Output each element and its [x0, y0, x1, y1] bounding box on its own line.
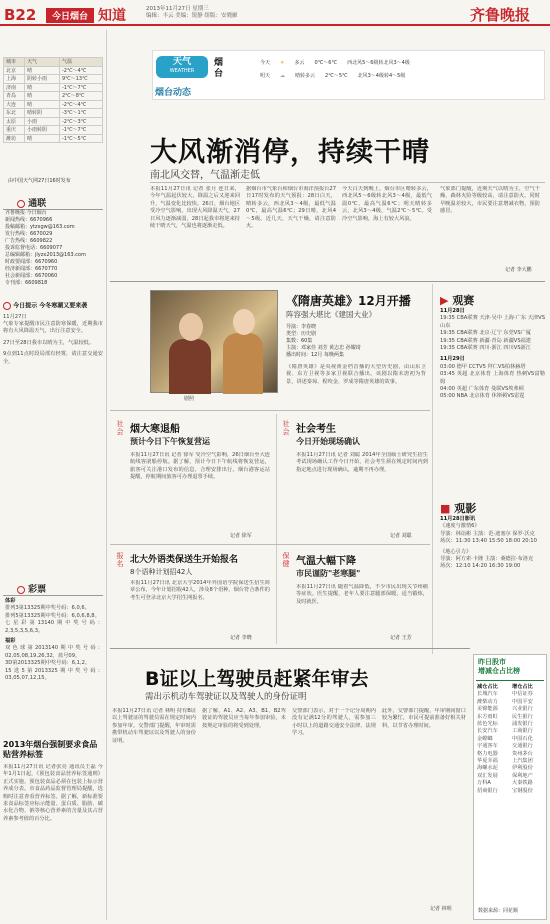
- license-col-2: 据了解，A1、A2、A3、B1、B2驾驶证的驾驶员应当每年参加审验，未按规定审验的将受到处理。: [202, 708, 286, 729]
- health-byline: 记者 王芳: [390, 635, 412, 641]
- tips-title: 今日提示 今冬寒潮又要来袭: [3, 302, 103, 311]
- notice-list: 齐鲁晚报·今日烟台 新闻热线：6670966 投稿邮箱：ytzxgw@163.com 发行热线：6670029 广告热线：6609822 投诉监督电话：6609077 总编辑邮箱：jlyzx2013@163.com 时政要闻部：6670960 经济新闻部：6670770 社会新闻部：6670060 专刊部：6609818: [5, 210, 86, 286]
- main-col-1: 本报11月27日讯 记者 张月 连日来，今年气温起伏较大，降温之后又迎来回升，气温变化比较快。26日，烟台地区受冷空气影响，出现大风降温天气，27日风力逐渐减弱，28日起我市将迎来持续干晴天气，气温也将逐渐走低。: [150, 186, 240, 230]
- weather-source: 由中国天气网27日16时发布: [8, 178, 71, 184]
- table-row: 重庆 小雨转阴 -1℃～7℃: [4, 126, 103, 135]
- drama-photo: [150, 290, 278, 393]
- table-row: 大连 晴 -2℃～4℃: [4, 100, 103, 109]
- newspaper-logo: 齐鲁晚报: [470, 6, 531, 24]
- stock-source: 数据来源：同花顺: [478, 908, 519, 914]
- drama-headline: 《隋唐英雄》12月开播: [286, 294, 411, 308]
- circle-icon: [17, 586, 25, 594]
- drama-body: 《隋唐英雄》是央视黄金档首播的大型历史剧，由山东卫视、东方卫视等多家卫视联合播出。该剧以隋末唐初为背景，讲述秦琼、程咬金、罗成等隋唐英雄的故事。: [286, 364, 426, 385]
- table-row: 济南 晴 -1℃～7℃: [4, 83, 103, 92]
- story-label: 保健: [282, 552, 290, 568]
- drama-subhead: 阵容强大堪比《建国大业》: [286, 310, 376, 319]
- tips-box: [3, 302, 103, 366]
- notice-title: 通联: [3, 196, 103, 210]
- tips-text: 11月27日 气象专家提醒市民注意防寒保暖，近期我市将有大风降温天气，出行注意安全。 27日至28日我市以晴为主，气温较低。 9点到11点时段局部有轻雾，请注意交通安全。: [3, 313, 103, 365]
- license-byline: 记者 林明: [430, 906, 452, 912]
- ferry-headline: 烟大寒退船: [130, 424, 180, 435]
- lottery-title: 彩票: [3, 582, 103, 596]
- exam-body: 本报11月27日讯 记者 刘聪 2014年全国硕士研究生招生考试现场确认工作今日开始，社会考生须在规定时间内到指定地点进行现场确认，逾期不再办理。: [296, 452, 428, 473]
- health-body: 本报11月27日讯 随着气温降低，不少市民出现关节疼痛等症状。医生提醒，老年人要注意腿部保暖，适当锻炼，及时就医。: [296, 584, 428, 605]
- ferry-body: 本报11月27日讯 记者 徐军 受冷空气影响，26日烟台至大连航线客滚船停航。据了解，预计今日下午航线将恢复营运，旅客可关注港口发布的信息，合理安排出行。烟台港客运站提醒，停航期间旅客可办理退票手续。: [130, 452, 270, 481]
- main-col-2: 据烟台市气象台和烟台市海洋预报台27日17时发布的天气预报：28日白天，晴转多云，西北风3～4级，最低气温0℃，最高气温6℃；29日晴，北风4～5级。近几天，天气干燥，请注意防火。: [246, 186, 336, 230]
- page-number: B22: [4, 6, 37, 24]
- table-row: 上海 阴转小雨 9℃～13℃: [4, 75, 103, 84]
- health-subhead: 市民谨防"老寒腿": [296, 569, 361, 578]
- exam-byline: 记者 刘聪: [390, 533, 412, 539]
- film-icon: ■: [440, 502, 451, 515]
- stock-right-list: 增仓占比 中信证券 中国平安 兴业银行 民生银行 浦发银行 工商银行 中国石化 交通银行 贵州茅台 上汽集团 伊利股份 保利地产 大秦铁路 宝钢股份: [512, 684, 533, 794]
- health-headline: 气温大幅下降: [296, 556, 356, 567]
- story-label: 社会: [282, 420, 290, 436]
- pku-subhead: 8个语种计划招42人: [130, 568, 193, 576]
- food-body: 本报11月27日讯 记者张亮 通讯员王磊 今年1月1日起，《预包装食品营养标签通则》正式实施，预包装食品必须在包装上标示营养成分表。市食品药品监督管理局提醒，选购时注意查看营养标签。据了解，新标准要求食品标签应标示能量、蛋白质、脂肪、碳水化合物、钠等核心营养素的含量及其占营养素参考值的百分比。: [3, 764, 103, 822]
- section-label: 今日烟台: [46, 8, 94, 23]
- table-row: 东北 晴转阴 -3℃～1℃: [4, 109, 103, 118]
- main-col-4: 气象部门提醒，近期天气以晴为主，空气干燥，森林火险等级较高，请注意防火。同时早晚温差较大，市民要注意增减衣物，预防感冒。: [440, 186, 540, 215]
- license-headline: B证以上驾驶员赶紧年审去: [145, 668, 369, 690]
- table-header-row: 城市 天气 气温: [4, 58, 103, 67]
- movies-title: ■ 观影: [440, 502, 477, 515]
- main-byline: 记者 李大鹏: [505, 267, 532, 273]
- sub-section-tag: 烟台动态: [155, 88, 192, 98]
- stock-box-title: 昨日股市 增减仓占比榜: [478, 658, 520, 675]
- circle-icon: [3, 302, 11, 310]
- license-col-4: 此外，交警部门提醒，年审期间窗口较为繁忙，市民可提前准备好相关材料，以节省办理时间。: [382, 708, 466, 729]
- date-line: 2013年11月27日 星期三 编辑：丰云 美编：锐静 组版：安晓雁: [146, 6, 238, 19]
- column-divider: [106, 30, 107, 920]
- weather-forecast: 今天 ☀ 多云 0℃～6℃ 西北风5～6级转北风3～4级 明天 ☁ 晴转多云 2℃～5℃ 北风3～4级转4～5级: [260, 60, 410, 79]
- food-headline: 2013年烟台强制要求食品贴营养标签: [3, 740, 98, 759]
- ferry-byline: 记者 徐军: [230, 533, 252, 539]
- tv-schedule-list: 11月28日 19:35 CBA联赛 天津·吴中 上海·广东 天津VS山东 19:35 CBA联赛 北京·辽宁 东莞VS广厦 19:35 CBA联赛 新疆·青岛 新疆VS福建 19:35 CBA联赛 四川·浙江 四川VS浙江 11月29日 03:00 德甲 CCTV5 拜仁VS柏林赫塔 03:45 英超 北京体育 上海体育 热刺VS富勒姆 04:00 英超 广东体育 曼联VS埃弗顿 05:00 NBA 北京体育 休斯顿VS雷霆: [440, 308, 545, 400]
- ferry-subhead: 预计今日下午恢复营运: [130, 437, 210, 446]
- movies-list: 11月28日影讯 《速度与激情6》 导演：林诣彬 主演：范·迪塞尔 保罗·沃克 场次：11:30 13:40 15:50 18:00 20:10 《地心引力》 导演：阿方索·卡隆 主演：桑德拉·布洛克 场次：12:10 14:20 16:30 19:00: [440, 516, 537, 570]
- weather-badge: 天气 WEATHER: [156, 56, 208, 78]
- tv-schedule-title: ▶ 观赛: [440, 294, 475, 307]
- sun-icon: ☀: [280, 60, 285, 66]
- license-col-1: 本报11月27日讯 记者 林明 持有B证以上驾驶证的驾驶员需在规定时间内参加年审。交警部门提醒，年审时需携带机动车驾驶证以及驾驶人的身份证明。: [112, 708, 196, 744]
- table-row: 青岛 晴 2℃～8℃: [4, 92, 103, 101]
- food-story: [3, 740, 103, 894]
- main-headline: 大风渐消停，持续干晴: [150, 137, 430, 168]
- section-sub-label: 知道: [98, 8, 126, 24]
- main-col-3: 今天白天到晚上，烟台市区晴转多云，西北风5～6级转北风3～4级，最低气温0℃，最高气温6℃；明天晴转多云，北风3～4级，气温2℃～5℃。受冷空气影响，海上有较大风浪。: [342, 186, 432, 222]
- drama-credits: 导演：李春晓 类型：历史剧 集数：60集 主演：邓家佳 刘芳 黄志忠 孙耀琦 播出时间：12月 每晚两集: [286, 324, 361, 358]
- exam-headline: 社会考生: [296, 424, 336, 435]
- pku-body: 本报11月27日讯 北京大学2014年外国语学院保送生招生简章公布，今年计划招收42人，涉及8个语种。烟台符合条件的考生可登录北京大学招生网报名。: [130, 580, 270, 601]
- lottery-list: 体彩 排列3第13325期中奖号码：6,0,6。 排列5第13325期中奖号码：6,0,6,8,8。 七星彩第13140期中奖号码：2,3,5,3,5,6,3。 福彩 双色球第2013140期中奖号码：02,05,08,19,26,32，蓝号09。 3D第2013325期中奖号码：6,1,2。 15选5第2013325期中奖号码：03,05,07,12,15。: [5, 598, 103, 682]
- story-label: 社会: [116, 420, 124, 436]
- tv-icon: ▶: [440, 294, 449, 307]
- weather-region: 烟台: [214, 58, 224, 79]
- table-row: 太原 小雨 -2℃～3℃: [4, 117, 103, 126]
- table-row: 北京 晴 -2℃～4℃: [4, 66, 103, 75]
- story-label: 报名: [116, 552, 124, 568]
- table-row: 潍坊 晴 -1℃～5℃: [4, 134, 103, 143]
- license-col-3: 交警部门表示，对于一个记分周期内没有记满12分的驾驶人，需参加三小时以上的道路交通安全法律、法规学习。: [292, 708, 376, 737]
- cloud-icon: ☁: [280, 73, 286, 79]
- pku-byline: 记者 李晓: [230, 635, 252, 641]
- city-weather-table: [3, 57, 103, 143]
- photo-caption: 剧照: [184, 396, 195, 402]
- pku-headline: 北大外语类保送生开始报名: [130, 555, 239, 565]
- license-subhead: 需出示机动车驾驶证以及驾驶人的身份证明: [145, 692, 307, 702]
- exam-subhead: 今日开始现场确认: [296, 437, 360, 446]
- stock-left-list: 减仓占比 长城汽车 潍柴动力 美锦能源 东方雨虹 蓝色光标 长安汽车 金螳螂 宇通客车 格力电器 华夏幸福 海螺水泥 双汇发展 万科A 招商银行: [477, 684, 498, 794]
- circle-icon: [17, 200, 25, 208]
- main-subhead: 南北风交替，气温渐走低: [150, 170, 260, 181]
